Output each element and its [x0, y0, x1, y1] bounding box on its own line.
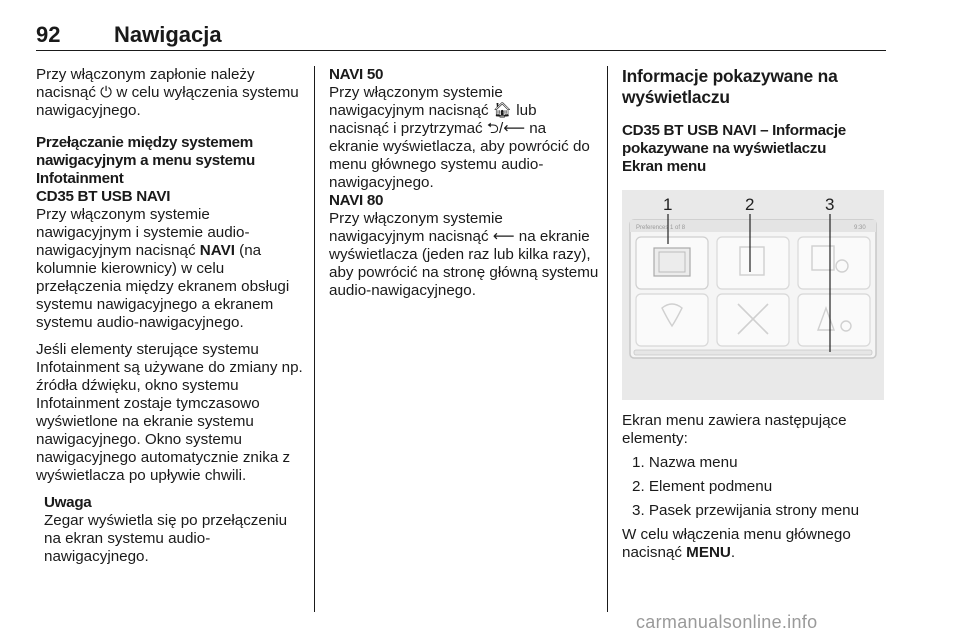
column-1 [36, 66, 306, 566]
note-title: Uwaga [44, 494, 92, 511]
list-item: 3. Pasek przewijania strony menu [632, 502, 860, 519]
paragraph: Jeśli elementy sterujące systemu Infotainment są używane do zmiany np. źródła dźwięku, okno systemu Infotainment zostaje tymczasowo wyświetlone na ekranie systemu nawigacyjnego. Okno systemu nawigacyjnego automatycznie znika z wyświetlacza po upływie chwili. [36, 341, 303, 484]
list-item: 2. Element podmenu [632, 478, 773, 495]
paragraph: W celu włączenia menu głównego nacisnąć MENU. [622, 526, 851, 561]
section-heading: Przełączanie między systemem nawigacyjnym a menu systemu Infotainment [36, 134, 255, 187]
callout-1: 1 [663, 195, 673, 214]
paragraph: Przy włączonym systemie nawigacyjnym i systemie audio-nawigacyjnym nacisnąć NAVI (na kolumnie kierownicy) w celu przełączenia między ekranem obsługi systemu nawigacyjnego a ekranem systemu audio-nawigacyjnego. [36, 206, 290, 331]
subsection-heading: CD35 BT USB NAVI [36, 188, 171, 205]
menu-screen-illustration [622, 190, 884, 400]
column-divider [607, 66, 608, 612]
intro-paragraph: Przy włączonym zapłonie należy nacisnąć ⏻ w celu wyłączenia systemu nawigacyjnego. [36, 66, 299, 119]
subsection-heading: CD35 BT USB NAVI – Informacje pokazywane na wyświetlaczu [622, 122, 846, 157]
header-rule [36, 50, 886, 51]
watermark: carmanualsonline.info [636, 612, 818, 632]
column-divider [314, 66, 315, 612]
screen-title: Preferences 1 of 8 [636, 225, 686, 231]
list-item: 1. Nazwa menu [632, 454, 738, 471]
subsection-heading: Ekran menu [622, 158, 706, 175]
note-text: Zegar wyświetla się po przełączeniu na ekran systemu audio-nawigacyjnego. [44, 512, 288, 565]
menu-key-label: MENU [686, 544, 731, 561]
paragraph: Ekran menu zawiera następujące elementy: [622, 412, 847, 447]
navi-key-label: NAVI [199, 242, 235, 259]
chapter-title: Nawigacja [114, 22, 222, 47]
subsection-heading: NAVI 50 [329, 66, 384, 83]
screen-time: 9:30 [854, 225, 866, 231]
column-3 [622, 66, 892, 562]
callout-2: 2 [745, 195, 755, 214]
menu-elements-list [622, 454, 892, 520]
paragraph: Przy włączonym systemie nawigacyjnym nacisnąć 🏠︎ lub nacisnąć i przytrzymać ⮌/⟵ na ekranie wyświetlacza, aby powrócić do menu głównego systemu audio-nawigacyjnego. [329, 84, 590, 191]
page-number: 92 [36, 22, 61, 47]
subsection-heading: NAVI 80 [329, 192, 384, 209]
column-2 [329, 66, 599, 300]
section-heading: Informacje pokazywane na wyświetlaczu [622, 66, 838, 107]
note-box [44, 494, 306, 566]
menu-screen-figure [622, 190, 884, 400]
callout-3: 3 [825, 195, 835, 214]
paragraph: Przy włączonym systemie nawigacyjnym nacisnąć ⟵ na ekranie wyświetlacza (jeden raz lub kilka razy), aby powrócić na stronę główną systemu audio-nawigacyjnego. [329, 210, 599, 299]
page-header [36, 22, 886, 52]
